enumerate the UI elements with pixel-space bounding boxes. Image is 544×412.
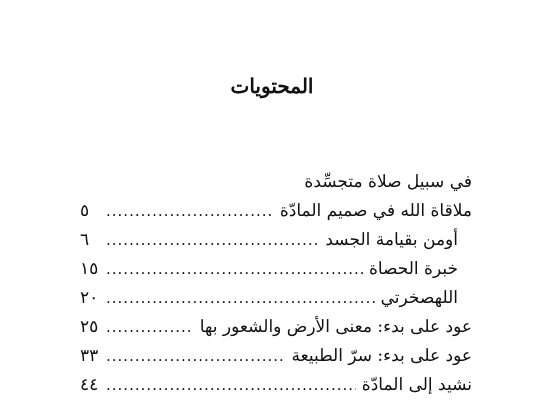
toc-entry-label: اللهصخرتي	[380, 288, 458, 308]
toc-entry-page: ٦	[80, 230, 90, 250]
toc-entry-label: ملاقاة الله في صميم المادّة	[279, 201, 472, 221]
toc-entry-page: ٤٤	[80, 375, 99, 395]
page-title: المحتويات	[230, 74, 314, 98]
toc-entry-page: ٢٥	[80, 317, 99, 337]
toc-entry	[80, 371, 472, 400]
toc-entry-page: ٥	[80, 201, 90, 221]
toc-entry-label: خبرة الحصاة	[368, 259, 458, 279]
toc-leader-dots	[106, 255, 363, 284]
toc-leader-dots	[106, 342, 286, 371]
toc-entry	[80, 255, 472, 284]
toc-entry-page: ١٥	[80, 259, 99, 279]
toc-section-heading: في سبيل صلاة متجسِّدة	[304, 172, 472, 192]
toc-leader-dots	[106, 226, 319, 255]
toc-entry	[80, 313, 472, 342]
toc-entry	[80, 342, 472, 371]
toc-entry	[80, 284, 472, 313]
toc-leader-dots	[106, 284, 375, 313]
table-of-contents	[80, 168, 472, 400]
toc-entry-label: عود على بدء: معنى الأرض والشعور بها	[199, 317, 472, 337]
toc-entry	[80, 226, 472, 255]
toc-leader-dots	[106, 197, 274, 226]
toc-entry-label: نشيد إلى المادّة	[361, 375, 472, 395]
toc-entry-label: عود على بدء: سرّ الطبيعة	[291, 346, 472, 366]
toc-entry	[80, 197, 472, 226]
toc-entry-page: ٢٠	[80, 288, 99, 308]
toc-entry-page: ٣٣	[80, 346, 99, 366]
toc-entry-label: أومن بقيامة الجسد	[325, 230, 458, 250]
toc-leader-dots	[106, 313, 194, 342]
toc-leader-dots	[106, 371, 356, 400]
